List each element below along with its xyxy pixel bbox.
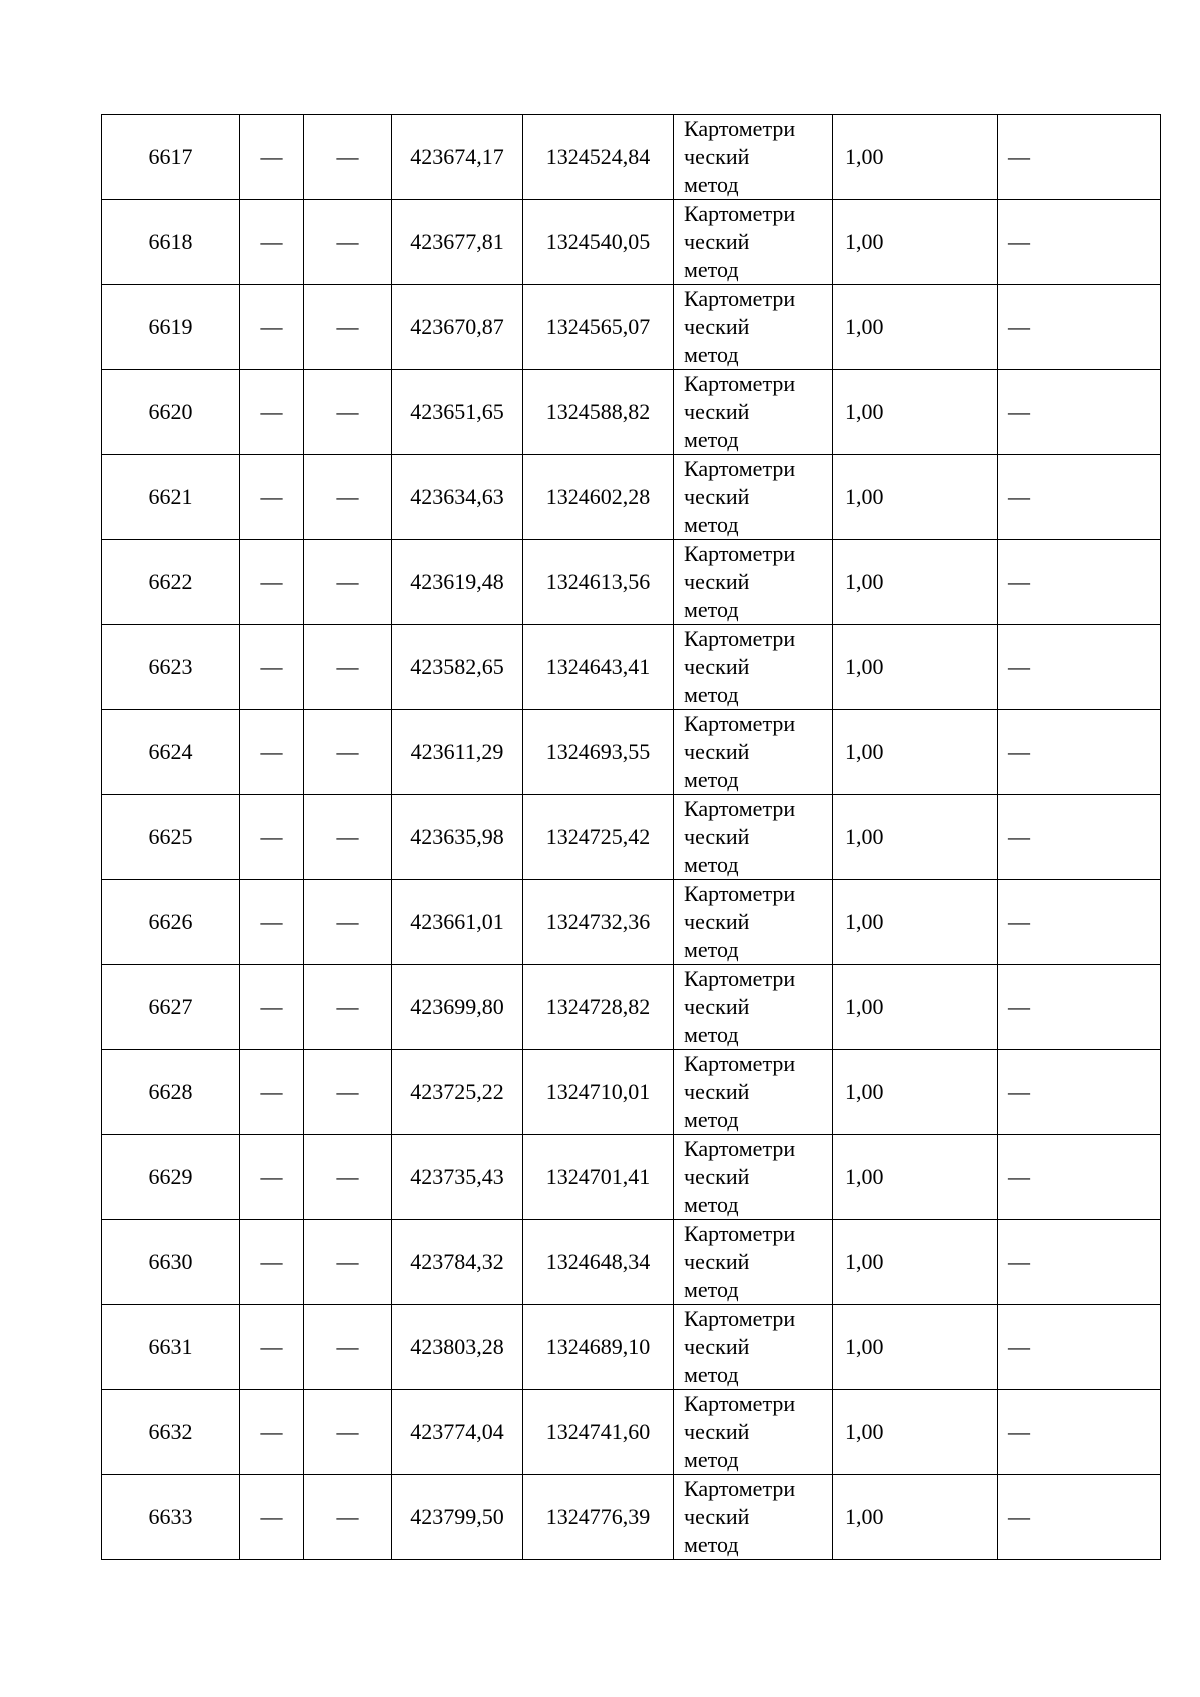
method-cell: Картометри ческий метод	[674, 710, 833, 795]
empty-dash-cell: —	[240, 880, 304, 965]
table-row	[102, 1475, 1161, 1560]
y-coordinate-cell: 1324588,82	[523, 370, 674, 455]
y-coordinate-cell: 1324602,28	[523, 455, 674, 540]
accuracy-cell: 1,00	[833, 965, 998, 1050]
empty-dash-cell: —	[998, 1475, 1161, 1560]
y-coordinate-cell: 1324524,84	[523, 115, 674, 200]
point-number-cell: 6631	[102, 1305, 240, 1390]
accuracy-cell: 1,00	[833, 1220, 998, 1305]
x-coordinate-cell: 423674,17	[392, 115, 523, 200]
y-coordinate-cell: 1324613,56	[523, 540, 674, 625]
point-number-cell: 6626	[102, 880, 240, 965]
point-number-cell: 6623	[102, 625, 240, 710]
point-number-cell: 6627	[102, 965, 240, 1050]
table-row	[102, 1220, 1161, 1305]
empty-dash-cell: —	[998, 1220, 1161, 1305]
x-coordinate-cell: 423803,28	[392, 1305, 523, 1390]
empty-dash-cell: —	[240, 1475, 304, 1560]
y-coordinate-cell: 1324643,41	[523, 625, 674, 710]
empty-dash-cell: —	[240, 1050, 304, 1135]
table-row	[102, 370, 1161, 455]
empty-dash-cell: —	[304, 200, 392, 285]
empty-dash-cell: —	[304, 1050, 392, 1135]
table-row	[102, 540, 1161, 625]
y-coordinate-cell: 1324710,01	[523, 1050, 674, 1135]
method-cell: Картометри ческий метод	[674, 1220, 833, 1305]
empty-dash-cell: —	[998, 370, 1161, 455]
method-cell: Картометри ческий метод	[674, 115, 833, 200]
empty-dash-cell: —	[240, 540, 304, 625]
point-number-cell: 6624	[102, 710, 240, 795]
accuracy-cell: 1,00	[833, 540, 998, 625]
table-body	[102, 115, 1161, 1560]
x-coordinate-cell: 423735,43	[392, 1135, 523, 1220]
table-row	[102, 880, 1161, 965]
accuracy-cell: 1,00	[833, 710, 998, 795]
accuracy-cell: 1,00	[833, 1475, 998, 1560]
method-cell: Картометри ческий метод	[674, 285, 833, 370]
point-number-cell: 6630	[102, 1220, 240, 1305]
method-cell: Картометри ческий метод	[674, 1475, 833, 1560]
empty-dash-cell: —	[998, 710, 1161, 795]
table-row	[102, 710, 1161, 795]
point-number-cell: 6629	[102, 1135, 240, 1220]
accuracy-cell: 1,00	[833, 370, 998, 455]
method-cell: Картометри ческий метод	[674, 540, 833, 625]
empty-dash-cell: —	[240, 625, 304, 710]
method-cell: Картометри ческий метод	[674, 200, 833, 285]
empty-dash-cell: —	[998, 625, 1161, 710]
empty-dash-cell: —	[998, 1050, 1161, 1135]
y-coordinate-cell: 1324732,36	[523, 880, 674, 965]
method-cell: Картометри ческий метод	[674, 880, 833, 965]
empty-dash-cell: —	[240, 965, 304, 1050]
empty-dash-cell: —	[304, 115, 392, 200]
table-row	[102, 1390, 1161, 1475]
point-number-cell: 6621	[102, 455, 240, 540]
accuracy-cell: 1,00	[833, 1390, 998, 1475]
x-coordinate-cell: 423611,29	[392, 710, 523, 795]
accuracy-cell: 1,00	[833, 1305, 998, 1390]
point-number-cell: 6625	[102, 795, 240, 880]
x-coordinate-cell: 423670,87	[392, 285, 523, 370]
y-coordinate-cell: 1324689,10	[523, 1305, 674, 1390]
empty-dash-cell: —	[304, 1220, 392, 1305]
empty-dash-cell: —	[304, 880, 392, 965]
x-coordinate-cell: 423699,80	[392, 965, 523, 1050]
method-cell: Картометри ческий метод	[674, 965, 833, 1050]
empty-dash-cell: —	[304, 1135, 392, 1220]
table-row	[102, 1050, 1161, 1135]
y-coordinate-cell: 1324565,07	[523, 285, 674, 370]
y-coordinate-cell: 1324540,05	[523, 200, 674, 285]
empty-dash-cell: —	[240, 1135, 304, 1220]
table-row	[102, 455, 1161, 540]
x-coordinate-cell: 423635,98	[392, 795, 523, 880]
point-number-cell: 6618	[102, 200, 240, 285]
empty-dash-cell: —	[998, 1305, 1161, 1390]
method-cell: Картометри ческий метод	[674, 370, 833, 455]
empty-dash-cell: —	[240, 115, 304, 200]
x-coordinate-cell: 423677,81	[392, 200, 523, 285]
table-row	[102, 795, 1161, 880]
y-coordinate-cell: 1324741,60	[523, 1390, 674, 1475]
x-coordinate-cell: 423661,01	[392, 880, 523, 965]
empty-dash-cell: —	[998, 200, 1161, 285]
method-cell: Картометри ческий метод	[674, 1050, 833, 1135]
method-cell: Картометри ческий метод	[674, 625, 833, 710]
x-coordinate-cell: 423799,50	[392, 1475, 523, 1560]
x-coordinate-cell: 423582,65	[392, 625, 523, 710]
empty-dash-cell: —	[240, 370, 304, 455]
empty-dash-cell: —	[304, 965, 392, 1050]
y-coordinate-cell: 1324693,55	[523, 710, 674, 795]
empty-dash-cell: —	[304, 710, 392, 795]
empty-dash-cell: —	[998, 880, 1161, 965]
empty-dash-cell: —	[998, 115, 1161, 200]
empty-dash-cell: —	[304, 625, 392, 710]
method-cell: Картометри ческий метод	[674, 1305, 833, 1390]
method-cell: Картометри ческий метод	[674, 1390, 833, 1475]
empty-dash-cell: —	[304, 455, 392, 540]
y-coordinate-cell: 1324725,42	[523, 795, 674, 880]
accuracy-cell: 1,00	[833, 455, 998, 540]
empty-dash-cell: —	[240, 710, 304, 795]
empty-dash-cell: —	[998, 965, 1161, 1050]
x-coordinate-cell: 423784,32	[392, 1220, 523, 1305]
empty-dash-cell: —	[998, 285, 1161, 370]
empty-dash-cell: —	[998, 1390, 1161, 1475]
y-coordinate-cell: 1324648,34	[523, 1220, 674, 1305]
accuracy-cell: 1,00	[833, 795, 998, 880]
point-number-cell: 6622	[102, 540, 240, 625]
empty-dash-cell: —	[240, 455, 304, 540]
empty-dash-cell: —	[240, 1305, 304, 1390]
empty-dash-cell: —	[240, 1390, 304, 1475]
table-row	[102, 200, 1161, 285]
table-row	[102, 965, 1161, 1050]
empty-dash-cell: —	[304, 540, 392, 625]
empty-dash-cell: —	[998, 1135, 1161, 1220]
empty-dash-cell: —	[998, 455, 1161, 540]
point-number-cell: 6632	[102, 1390, 240, 1475]
empty-dash-cell: —	[304, 1305, 392, 1390]
point-number-cell: 6620	[102, 370, 240, 455]
empty-dash-cell: —	[304, 1475, 392, 1560]
method-cell: Картометри ческий метод	[674, 1135, 833, 1220]
accuracy-cell: 1,00	[833, 880, 998, 965]
table-row	[102, 1135, 1161, 1220]
empty-dash-cell: —	[240, 1220, 304, 1305]
accuracy-cell: 1,00	[833, 285, 998, 370]
table-row	[102, 625, 1161, 710]
accuracy-cell: 1,00	[833, 200, 998, 285]
x-coordinate-cell: 423651,65	[392, 370, 523, 455]
x-coordinate-cell: 423619,48	[392, 540, 523, 625]
x-coordinate-cell: 423634,63	[392, 455, 523, 540]
empty-dash-cell: —	[240, 285, 304, 370]
empty-dash-cell: —	[998, 795, 1161, 880]
y-coordinate-cell: 1324701,41	[523, 1135, 674, 1220]
y-coordinate-cell: 1324776,39	[523, 1475, 674, 1560]
empty-dash-cell: —	[304, 370, 392, 455]
empty-dash-cell: —	[304, 795, 392, 880]
empty-dash-cell: —	[240, 795, 304, 880]
empty-dash-cell: —	[304, 1390, 392, 1475]
y-coordinate-cell: 1324728,82	[523, 965, 674, 1050]
empty-dash-cell: —	[998, 540, 1161, 625]
coordinates-table	[101, 114, 1161, 1560]
accuracy-cell: 1,00	[833, 1135, 998, 1220]
point-number-cell: 6617	[102, 115, 240, 200]
point-number-cell: 6633	[102, 1475, 240, 1560]
table-row	[102, 285, 1161, 370]
point-number-cell: 6628	[102, 1050, 240, 1135]
empty-dash-cell: —	[304, 285, 392, 370]
table-row	[102, 1305, 1161, 1390]
x-coordinate-cell: 423774,04	[392, 1390, 523, 1475]
accuracy-cell: 1,00	[833, 625, 998, 710]
point-number-cell: 6619	[102, 285, 240, 370]
method-cell: Картометри ческий метод	[674, 455, 833, 540]
accuracy-cell: 1,00	[833, 115, 998, 200]
table-row	[102, 115, 1161, 200]
accuracy-cell: 1,00	[833, 1050, 998, 1135]
method-cell: Картометри ческий метод	[674, 795, 833, 880]
empty-dash-cell: —	[240, 200, 304, 285]
x-coordinate-cell: 423725,22	[392, 1050, 523, 1135]
